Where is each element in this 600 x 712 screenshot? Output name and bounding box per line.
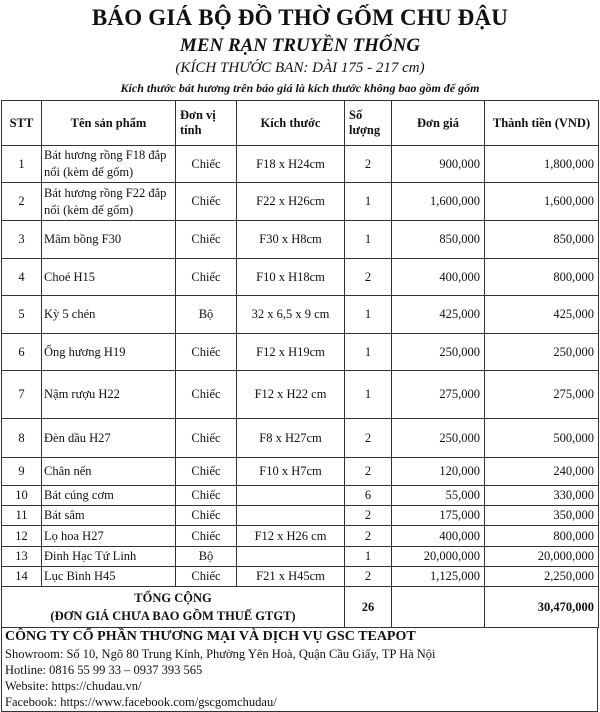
cell-total: 800,000 <box>485 526 599 547</box>
cell-unit: Chiếc <box>176 419 237 458</box>
header-size: Kích thước <box>237 101 345 146</box>
cell-stt: 3 <box>2 221 42 259</box>
company-hotline: Hotline: 0816 55 99 33 – 0937 393 565 <box>5 663 203 677</box>
cell-size <box>237 486 345 506</box>
cell-stt: 11 <box>2 506 42 526</box>
cell-unit: Bộ <box>176 547 237 567</box>
header-price: Đơn giá <box>392 101 485 146</box>
page-subtitle: MEN RẠN TRUYỀN THỐNG <box>179 35 421 56</box>
cell-size: F22 x H26cm <box>237 183 345 221</box>
company-info <box>1 627 598 712</box>
cell-name: Choé H15 <box>42 259 176 296</box>
cell-total: 2,250,000 <box>485 567 599 587</box>
cell-stt: 14 <box>2 567 42 587</box>
cell-size: F12 x H26 cm <box>237 526 345 547</box>
cell-size: F12 x H19cm <box>237 334 345 371</box>
cell-name: Bát cúng cơm <box>42 486 176 506</box>
cell-price: 55,000 <box>392 486 485 506</box>
summary-empty <box>392 587 485 628</box>
cell-price: 850,000 <box>392 221 485 259</box>
cell-stt: 2 <box>2 183 42 221</box>
table-row <box>2 458 599 486</box>
header-unit: Đơn vị tính <box>176 101 237 146</box>
company-facebook[interactable]: Facebook: https://www.facebook.com/gscgomchudau/ <box>5 695 277 709</box>
cell-total: 1,800,000 <box>485 146 599 183</box>
table-row <box>2 419 599 458</box>
summary-label-line1: TỔNG CỘNG <box>134 591 212 605</box>
cell-unit: Chiếc <box>176 486 237 506</box>
cell-stt: 13 <box>2 547 42 567</box>
cell-stt: 5 <box>2 296 42 334</box>
cell-unit: Chiếc <box>176 183 237 221</box>
cell-name: Chân nến <box>42 458 176 486</box>
cell-name: Ống hương H19 <box>42 334 176 371</box>
summary-label-line2: (ĐƠN GIÁ CHƯA BAO GỒM THUẾ GTGT) <box>50 609 296 623</box>
cell-total: 275,000 <box>485 371 599 419</box>
cell-size: 32 x 6,5 x 9 cm <box>237 296 345 334</box>
company-showroom: Showroom: Số 10, Ngõ 80 Trung Kính, Phường Yên Hoà, Quận Cầu Giấy, TP Hà Nội <box>5 647 436 661</box>
cell-stt: 12 <box>2 526 42 547</box>
cell-qty: 1 <box>345 547 392 567</box>
table-header-row <box>2 101 599 146</box>
cell-size: F8 x H27cm <box>237 419 345 458</box>
cell-total: 850,000 <box>485 221 599 259</box>
cell-stt: 9 <box>2 458 42 486</box>
cell-price: 250,000 <box>392 419 485 458</box>
table-row <box>2 486 599 506</box>
cell-total: 1,600,000 <box>485 183 599 221</box>
cell-name: Bát hương rồng F22 đắp nổi (kèm đế gốm) <box>42 183 176 221</box>
table-row <box>2 526 599 547</box>
cell-size: F18 x H24cm <box>237 146 345 183</box>
summary-qty: 26 <box>345 587 392 628</box>
cell-total: 240,000 <box>485 458 599 486</box>
cell-name: Nậm rượu H22 <box>42 371 176 419</box>
cell-unit: Chiếc <box>176 567 237 587</box>
cell-qty: 2 <box>345 506 392 526</box>
cell-price: 400,000 <box>392 526 485 547</box>
cell-price: 400,000 <box>392 259 485 296</box>
cell-name: Mâm bồng F30 <box>42 221 176 259</box>
price-table <box>1 100 599 628</box>
cell-stt: 8 <box>2 419 42 458</box>
cell-stt: 1 <box>2 146 42 183</box>
company-website[interactable]: Website: https://chudau.vn/ <box>5 679 142 693</box>
cell-stt: 7 <box>2 371 42 419</box>
cell-name: Lọ hoa H27 <box>42 526 176 547</box>
cell-price: 425,000 <box>392 296 485 334</box>
cell-qty: 1 <box>345 221 392 259</box>
cell-unit: Chiếc <box>176 526 237 547</box>
header-stt: STT <box>2 101 42 146</box>
cell-size: F30 x H8cm <box>237 221 345 259</box>
cell-name: Kỳ 5 chén <box>42 296 176 334</box>
cell-size <box>237 506 345 526</box>
table-row <box>2 296 599 334</box>
table-row <box>2 221 599 259</box>
cell-size: F12 x H22 cm <box>237 371 345 419</box>
cell-price: 175,000 <box>392 506 485 526</box>
cell-unit: Chiếc <box>176 146 237 183</box>
cell-stt: 4 <box>2 259 42 296</box>
cell-unit: Chiếc <box>176 458 237 486</box>
table-row <box>2 183 599 221</box>
cell-name: Bát sâm <box>42 506 176 526</box>
cell-name: Đèn dầu H27 <box>42 419 176 458</box>
cell-qty: 1 <box>345 183 392 221</box>
table-row <box>2 146 599 183</box>
cell-price: 120,000 <box>392 458 485 486</box>
cell-unit: Chiếc <box>176 221 237 259</box>
cell-total: 425,000 <box>485 296 599 334</box>
cell-total: 20,000,000 <box>485 547 599 567</box>
document-header <box>0 0 600 100</box>
cell-unit: Chiếc <box>176 334 237 371</box>
page-title: BÁO GIÁ BỘ ĐỒ THỜ GỐM CHU ĐẬU <box>91 5 509 30</box>
cell-total: 800,000 <box>485 259 599 296</box>
cell-price: 900,000 <box>392 146 485 183</box>
cell-qty: 2 <box>345 146 392 183</box>
cell-stt: 10 <box>2 486 42 506</box>
cell-qty: 2 <box>345 567 392 587</box>
header-total: Thành tiền (VND) <box>485 101 599 146</box>
cell-qty: 1 <box>345 371 392 419</box>
cell-size: F10 x H18cm <box>237 259 345 296</box>
company-name: CÔNG TY CỔ PHẦN THƯƠNG MẠI VÀ DỊCH VỤ GSC TEAPOT <box>5 629 416 644</box>
table-size-note: (KÍCH THƯỚC BAN: DÀI 175 - 217 cm) <box>175 60 425 76</box>
cell-qty: 1 <box>345 334 392 371</box>
cell-size: F10 x H7cm <box>237 458 345 486</box>
cell-qty: 2 <box>345 458 392 486</box>
cell-stt: 6 <box>2 334 42 371</box>
cell-qty: 2 <box>345 259 392 296</box>
cell-total: 250,000 <box>485 334 599 371</box>
cell-total: 350,000 <box>485 506 599 526</box>
cell-price: 1,600,000 <box>392 183 485 221</box>
cell-price: 275,000 <box>392 371 485 419</box>
cell-unit: Chiếc <box>176 259 237 296</box>
table-row <box>2 371 599 419</box>
table-row <box>2 547 599 567</box>
cell-price: 20,000,000 <box>392 547 485 567</box>
cell-name: Lục Bình H45 <box>42 567 176 587</box>
header-qty: Số lượng <box>345 101 392 146</box>
table-row <box>2 259 599 296</box>
cell-qty: 2 <box>345 419 392 458</box>
cell-name: Đinh Hạc Tứ Linh <box>42 547 176 567</box>
cell-price: 1,125,000 <box>392 567 485 587</box>
cell-qty: 1 <box>345 296 392 334</box>
cell-qty: 2 <box>345 526 392 547</box>
cell-total: 330,000 <box>485 486 599 506</box>
cell-name: Bát hương rồng F18 đắp nổi (kèm đế gốm) <box>42 146 176 183</box>
table-row <box>2 334 599 371</box>
table-row <box>2 506 599 526</box>
summary-row <box>2 587 599 628</box>
cell-unit: Chiếc <box>176 371 237 419</box>
cell-unit: Bộ <box>176 296 237 334</box>
cell-qty: 6 <box>345 486 392 506</box>
summary-total: 30,470,000 <box>485 587 599 628</box>
cell-size: F21 x H45cm <box>237 567 345 587</box>
cell-total: 500,000 <box>485 419 599 458</box>
cell-size <box>237 547 345 567</box>
incense-size-note: Kích thước bát hương trên báo giá là kích thước không bao gồm đế gốm <box>120 81 480 95</box>
cell-unit: Chiếc <box>176 506 237 526</box>
cell-price: 250,000 <box>392 334 485 371</box>
summary-label <box>2 587 345 628</box>
table-row <box>2 567 599 587</box>
header-name: Tên sản phẩm <box>42 101 176 146</box>
